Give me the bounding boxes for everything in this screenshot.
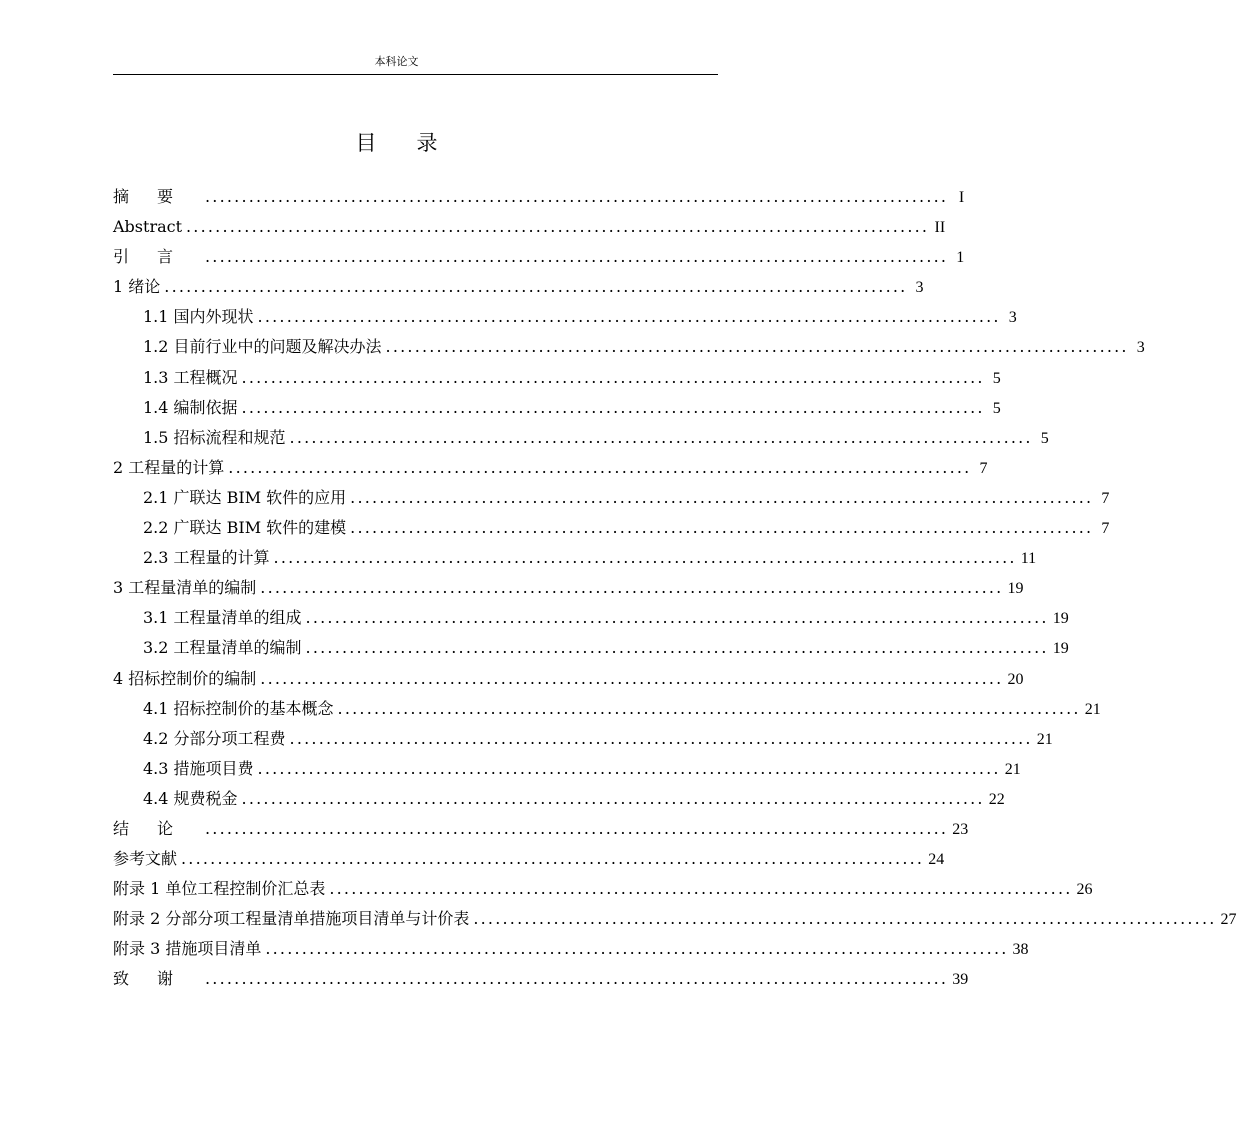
toc-entry-label: 4 招标控制价的编制 — [113, 668, 257, 688]
toc-dot-leader: ...................................................................................................... — [186, 217, 930, 237]
toc-entry-page-number: 19 — [1052, 610, 1069, 628]
toc-entry-page-number: 3 — [1136, 339, 1145, 357]
toc-entry-label: 1.3 工程概况 — [143, 367, 238, 387]
toc-entry[interactable] — [113, 964, 969, 994]
toc-dot-leader: ...................................................................................................... — [257, 758, 1001, 778]
toc-entry[interactable] — [113, 633, 1069, 663]
running-header: 本科论文 — [374, 55, 419, 68]
toc-entry-page-number: 1 — [956, 249, 965, 267]
toc-entry[interactable] — [113, 844, 945, 874]
toc-dot-leader: ...................................................................................................... — [241, 397, 985, 417]
toc-entry[interactable] — [113, 754, 1021, 784]
toc-dot-leader: ...................................................................................................... — [257, 307, 1001, 327]
toc-entry-label: 引言 — [113, 247, 202, 267]
toc-entry[interactable] — [113, 904, 1237, 934]
toc-entry-label: Abstract — [113, 217, 183, 237]
toc-entry-page-number: 5 — [1040, 429, 1049, 447]
toc-entry-page-number: 7 — [979, 459, 988, 477]
toc-entry-page-number: 7 — [1101, 520, 1110, 538]
toc-entry[interactable] — [113, 874, 1093, 904]
toc-dot-leader: ...................................................................................................... — [241, 788, 985, 808]
toc-entry[interactable] — [113, 272, 924, 302]
toc-entry[interactable] — [113, 242, 965, 272]
toc-entry-page-number: 3 — [1008, 309, 1017, 327]
toc-entry-page-number: 5 — [992, 369, 1001, 387]
toc-entry[interactable] — [113, 724, 1053, 754]
toc-dot-leader: ...................................................................................................... — [289, 728, 1033, 748]
toc-entry[interactable] — [113, 212, 946, 242]
toc-entry-label: 1.1 国内外现状 — [143, 307, 254, 327]
toc-entry-page-number: I — [958, 189, 965, 206]
toc-dot-leader: ...................................................................................................... — [228, 457, 972, 477]
toc-entry-label: 摘要 — [113, 187, 202, 206]
toc-entry-label: 4.3 措施项目费 — [143, 758, 254, 778]
toc-entry[interactable] — [113, 664, 1024, 694]
toc-entry[interactable] — [113, 363, 1001, 393]
toc-dot-leader: ...................................................................................................... — [385, 337, 1129, 357]
toc-entry-label: 1.5 招标流程和规范 — [143, 427, 286, 447]
toc-entry-label: 1 绪论 — [113, 277, 161, 297]
toc-dot-leader: ...................................................................................................... — [337, 698, 1081, 718]
toc-dot-leader: ...................................................................................................... — [329, 879, 1073, 899]
toc-entry-label: 附录 3 措施项目清单 — [113, 939, 262, 959]
toc-entry-page-number: II — [934, 219, 946, 237]
toc-dot-leader: ...................................................................................................... — [289, 427, 1033, 447]
toc-entry-page-number: 23 — [952, 820, 969, 838]
toc-entry[interactable] — [113, 603, 1069, 633]
toc-entry-page-number: 20 — [1007, 670, 1024, 688]
toc-entry-page-number: 21 — [1084, 700, 1101, 718]
toc-entry[interactable] — [113, 423, 1049, 453]
toc-dot-leader: ...................................................................................................... — [265, 939, 1009, 959]
toc-entry-page-number: 26 — [1076, 881, 1093, 899]
toc-entry-label: 参考文献 — [113, 849, 178, 869]
toc-entry-label: 3.1 工程量清单的组成 — [143, 608, 302, 628]
toc-entry-page-number: 21 — [1036, 730, 1053, 748]
toc-entry-page-number: 7 — [1101, 489, 1110, 507]
toc-dot-leader: ...................................................................................................... — [205, 969, 949, 989]
toc-entry-page-number: 11 — [1020, 550, 1037, 568]
toc-dot-leader: ...................................................................................................... — [350, 487, 1094, 507]
toc-dot-leader: ...................................................................................................... — [260, 668, 1004, 688]
toc-entry-label: 3 工程量清单的编制 — [113, 578, 257, 598]
toc-entry[interactable] — [113, 573, 1024, 603]
toc-entry-label: 3.2 工程量清单的编制 — [143, 638, 302, 658]
toc-entry[interactable] — [113, 513, 1110, 543]
toc-entry-label: 致谢 — [113, 969, 202, 989]
toc-dot-leader: ...................................................................................................... — [305, 608, 1049, 628]
toc-entry-label: 2.2 广联达 BIM 软件的建模 — [143, 518, 347, 538]
toc-dot-leader: ...................................................................................................... — [260, 578, 1004, 598]
toc-entry-page-number: 39 — [952, 971, 969, 989]
toc-entry-label: 2 工程量的计算 — [113, 457, 225, 477]
toc-dot-leader: ...................................................................................................... — [205, 247, 949, 267]
toc-dot-leader: ...................................................................................................... — [305, 638, 1049, 658]
toc-dot-leader: ...................................................................................................... — [273, 548, 1017, 568]
toc-entry-label: 4.1 招标控制价的基本概念 — [143, 698, 334, 718]
table-of-contents — [113, 182, 1237, 995]
header-divider — [113, 74, 718, 75]
toc-entry-page-number: 5 — [992, 399, 1001, 417]
toc-entry-label: 1.2 目前行业中的问题及解决办法 — [143, 337, 382, 357]
toc-entry-label: 附录 1 单位工程控制价汇总表 — [113, 879, 326, 899]
toc-entry[interactable] — [113, 543, 1037, 573]
toc-entry[interactable] — [113, 453, 988, 483]
toc-dot-leader: ...................................................................................................... — [205, 818, 949, 838]
toc-entry-page-number: 21 — [1004, 760, 1021, 778]
toc-title: 目录 — [355, 131, 478, 155]
toc-entry-label: 2.3 工程量的计算 — [143, 548, 270, 568]
toc-dot-leader: ...................................................................................................... — [205, 187, 949, 206]
toc-entry[interactable] — [113, 784, 1005, 814]
toc-entry[interactable] — [113, 934, 1029, 964]
toc-dot-leader: ...................................................................................................... — [241, 367, 985, 387]
toc-entry[interactable] — [113, 393, 1001, 423]
toc-entry[interactable] — [113, 814, 969, 844]
toc-entry[interactable] — [113, 302, 1017, 332]
toc-entry-page-number: 38 — [1012, 941, 1029, 959]
toc-entry-label: 4.4 规费税金 — [143, 788, 238, 808]
toc-entry-page-number: 3 — [915, 279, 924, 297]
toc-dot-leader: ...................................................................................................... — [164, 277, 908, 297]
toc-entry[interactable] — [113, 182, 965, 212]
toc-dot-leader: ...................................................................................................... — [181, 849, 925, 869]
toc-entry-label: 4.2 分部分项工程费 — [143, 728, 286, 748]
toc-entry-label: 附录 2 分部分项工程量清单措施项目清单与计价表 — [113, 909, 470, 929]
toc-entry[interactable] — [113, 332, 1145, 362]
toc-entry-page-number: 19 — [1052, 640, 1069, 658]
toc-entry-label: 1.4 编制依据 — [143, 397, 238, 417]
toc-dot-leader: ...................................................................................................... — [473, 909, 1217, 929]
toc-entry-page-number: 22 — [988, 790, 1005, 808]
toc-entry-page-number: 19 — [1007, 580, 1024, 598]
toc-entry-label: 结论 — [113, 818, 202, 838]
toc-entry-page-number: 27 — [1220, 911, 1237, 929]
toc-entry[interactable] — [113, 694, 1101, 724]
toc-entry[interactable] — [113, 483, 1110, 513]
toc-entry-label: 2.1 广联达 BIM 软件的应用 — [143, 487, 347, 507]
toc-entry-page-number: 24 — [928, 851, 945, 869]
toc-dot-leader: ...................................................................................................... — [350, 518, 1094, 538]
